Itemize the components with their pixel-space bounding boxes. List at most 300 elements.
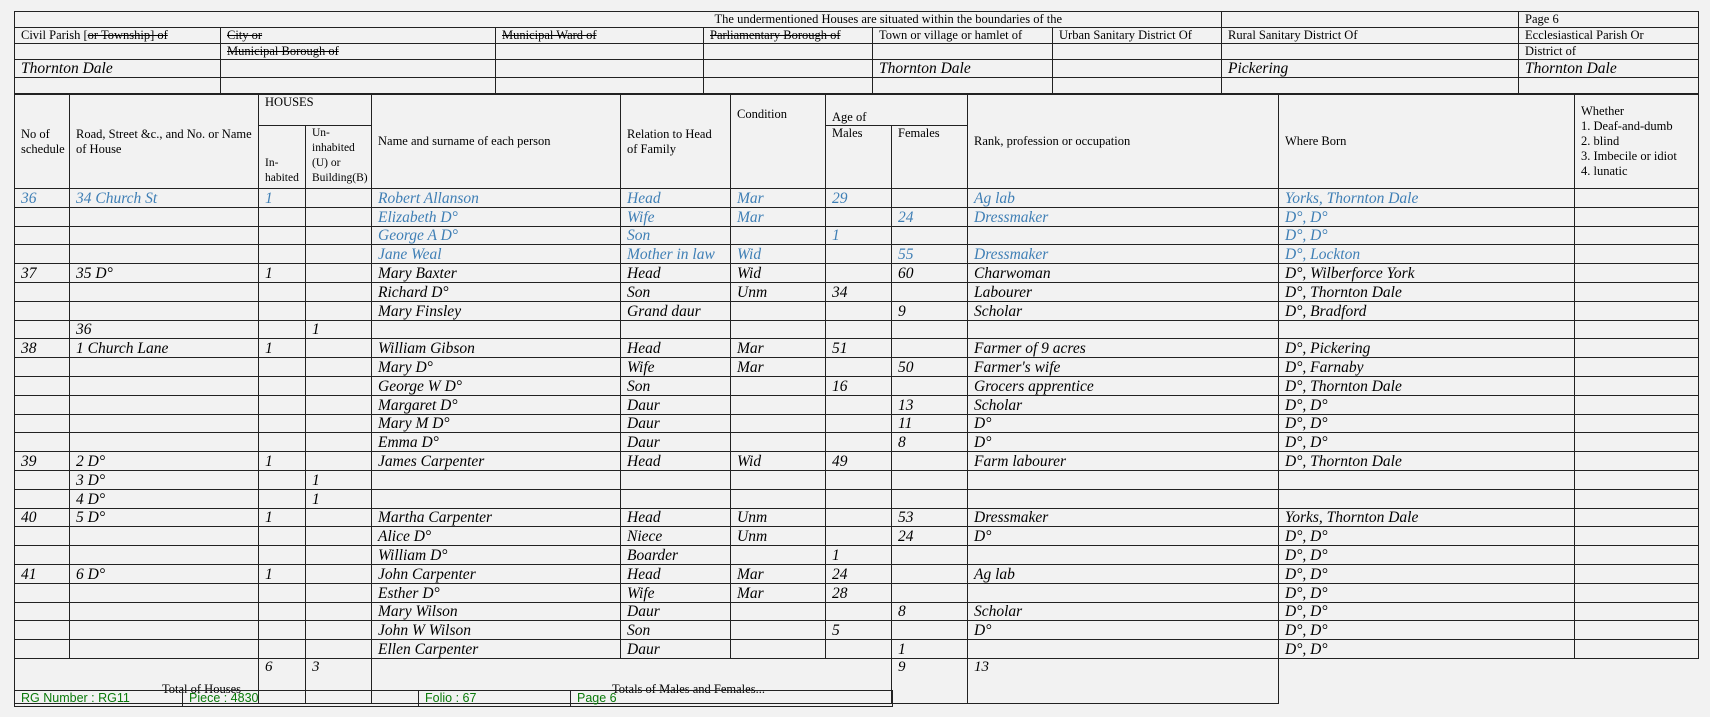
condition-cell (731, 470, 826, 489)
whether-cell (1575, 546, 1699, 565)
road-cell: 34 Church St (70, 189, 259, 208)
females-age-cell (892, 320, 968, 339)
name-cell: Mary Baxter (372, 264, 621, 283)
occupation-cell (968, 640, 1279, 659)
condition-cell: Mar (731, 207, 826, 226)
col-occupation: Rank, profession or occupation (968, 95, 1279, 189)
municipal-borough-label: Municipal Borough of (221, 44, 496, 60)
condition-cell: Unm (731, 282, 826, 301)
inhabited-cell (259, 282, 306, 301)
inhabited-cell (259, 489, 306, 508)
relation-cell: Wife (621, 583, 731, 602)
table-row (15, 527, 1699, 546)
ecclesiastical-value: Thornton Dale (1519, 60, 1699, 78)
table-row (15, 452, 1699, 471)
table-row (15, 301, 1699, 320)
road-cell: 3 D° (70, 470, 259, 489)
males-age-cell (826, 358, 892, 377)
where-born-cell: D°, Lockton (1279, 245, 1575, 264)
uninhabited-cell (306, 527, 372, 546)
ecclesiastical-label-1: Ecclesiastical Parish Or (1519, 28, 1699, 44)
uninhabited-cell (306, 189, 372, 208)
name-cell: Mary D° (372, 358, 621, 377)
table-row (15, 264, 1699, 283)
name-cell: John W Wilson (372, 621, 621, 640)
whether-cell (1575, 376, 1699, 395)
table-row (15, 583, 1699, 602)
males-age-cell (826, 414, 892, 433)
where-born-cell (1279, 489, 1575, 508)
occupation-cell: Ag lab (968, 564, 1279, 583)
road-cell: 5 D° (70, 508, 259, 527)
schedule-cell (15, 602, 70, 621)
uninhabited-cell: 1 (306, 470, 372, 489)
road-cell: 2 D° (70, 452, 259, 471)
uninhabited-cell (306, 282, 372, 301)
condition-cell: Mar (731, 339, 826, 358)
where-born-cell: D°, Thornton Dale (1279, 376, 1575, 395)
occupation-cell (968, 546, 1279, 565)
col-schedule: No of schedule (15, 95, 70, 189)
inhabited-cell (259, 640, 306, 659)
males-age-cell (826, 527, 892, 546)
uninhabited-cell (306, 395, 372, 414)
relation-cell: Son (621, 621, 731, 640)
relation-cell: Wife (621, 207, 731, 226)
col-condition: Condition (731, 95, 826, 189)
where-born-cell: D°, D° (1279, 564, 1575, 583)
uninhabited-cell (306, 583, 372, 602)
males-age-cell: 29 (826, 189, 892, 208)
where-born-cell: D°, D° (1279, 226, 1575, 245)
road-cell (70, 640, 259, 659)
schedule-cell (15, 282, 70, 301)
males-age-cell (826, 489, 892, 508)
schedule-cell (15, 245, 70, 264)
males-age-cell (826, 640, 892, 659)
where-born-cell (1279, 470, 1575, 489)
uninhabited-cell (306, 226, 372, 245)
condition-cell: Unm (731, 508, 826, 527)
schedule-cell: 39 (15, 452, 70, 471)
where-born-cell: D°, D° (1279, 527, 1575, 546)
where-born-cell: D°, Thornton Dale (1279, 452, 1575, 471)
whether-cell (1575, 358, 1699, 377)
females-age-cell (892, 376, 968, 395)
males-age-cell (826, 320, 892, 339)
reference-footer (14, 690, 893, 707)
males-age-cell (826, 602, 892, 621)
where-born-cell: Yorks, Thornton Dale (1279, 189, 1575, 208)
civil-parish-value: Thornton Dale (15, 60, 221, 78)
name-cell: Alice D° (372, 527, 621, 546)
males-age-cell (826, 264, 892, 283)
inhabited-cell (259, 527, 306, 546)
females-age-cell: 11 (892, 414, 968, 433)
males-age-cell: 1 (826, 546, 892, 565)
where-born-cell: D°, Pickering (1279, 339, 1575, 358)
uninhabited-cell (306, 339, 372, 358)
females-age-cell: 60 (892, 264, 968, 283)
inhabited-cell (259, 226, 306, 245)
where-born-cell: Yorks, Thornton Dale (1279, 508, 1575, 527)
district-header-table (14, 11, 1699, 94)
females-age-cell: 8 (892, 433, 968, 452)
table-row (15, 282, 1699, 301)
road-cell: 1 Church Lane (70, 339, 259, 358)
name-cell (372, 470, 621, 489)
where-born-cell: D°, D° (1279, 640, 1575, 659)
whether-cell (1575, 245, 1699, 264)
schedule-cell (15, 489, 70, 508)
uninhabited-cell (306, 621, 372, 640)
males-age-cell (826, 433, 892, 452)
occupation-cell: Grocers apprentice (968, 376, 1279, 395)
inhabited-cell (259, 583, 306, 602)
road-cell: 6 D° (70, 564, 259, 583)
uninhabited-cell (306, 602, 372, 621)
relation-cell: Boarder (621, 546, 731, 565)
females-age-cell (892, 489, 968, 508)
name-cell: Margaret D° (372, 395, 621, 414)
schedule-cell: 40 (15, 508, 70, 527)
relation-cell (621, 470, 731, 489)
females-age-cell (892, 583, 968, 602)
whether-cell (1575, 470, 1699, 489)
col-name: Name and surname of each person (372, 95, 621, 189)
relation-cell: Wife (621, 358, 731, 377)
occupation-cell: Farmer's wife (968, 358, 1279, 377)
condition-cell (731, 433, 826, 452)
table-row (15, 640, 1699, 659)
col-males: Males (826, 126, 892, 189)
where-born-cell: D°, Wilberforce York (1279, 264, 1575, 283)
name-cell: George W D° (372, 376, 621, 395)
name-cell: Mary Finsley (372, 301, 621, 320)
males-age-cell: 51 (826, 339, 892, 358)
schedule-cell (15, 546, 70, 565)
road-cell (70, 433, 259, 452)
col-inhabited: In- habited (259, 126, 306, 189)
females-age-cell: 53 (892, 508, 968, 527)
inhabited-cell: 1 (259, 508, 306, 527)
road-cell (70, 583, 259, 602)
occupation-cell (968, 470, 1279, 489)
inhabited-cell (259, 546, 306, 565)
road-cell (70, 527, 259, 546)
census-entries-table (14, 94, 1699, 704)
females-age-cell (892, 339, 968, 358)
inhabited-cell (259, 320, 306, 339)
relation-cell: Head (621, 564, 731, 583)
col-uninhabited: Un- inhabited (U) or Building(B) (306, 126, 372, 189)
females-age-cell: 24 (892, 527, 968, 546)
where-born-cell: D°, D° (1279, 621, 1575, 640)
inhabited-cell (259, 414, 306, 433)
whether-cell (1575, 508, 1699, 527)
whether-cell (1575, 207, 1699, 226)
schedule-cell (15, 527, 70, 546)
males-age-cell (826, 395, 892, 414)
condition-cell (731, 602, 826, 621)
condition-cell (731, 489, 826, 508)
occupation-cell: Charwoman (968, 264, 1279, 283)
condition-cell (731, 376, 826, 395)
schedule-cell (15, 433, 70, 452)
table-row (15, 376, 1699, 395)
inhabited-cell: 1 (259, 564, 306, 583)
occupation-cell: D° (968, 527, 1279, 546)
whether-cell (1575, 602, 1699, 621)
where-born-cell: D°, D° (1279, 433, 1575, 452)
relation-cell (621, 489, 731, 508)
females-age-cell (892, 546, 968, 565)
total-uninhabited: 3 (306, 658, 372, 703)
name-cell: Jane Weal (372, 245, 621, 264)
where-born-cell: D°, Bradford (1279, 301, 1575, 320)
road-cell (70, 414, 259, 433)
males-age-cell: 49 (826, 452, 892, 471)
females-age-cell: 9 (892, 301, 968, 320)
schedule-cell (15, 414, 70, 433)
name-cell (372, 320, 621, 339)
road-cell (70, 207, 259, 226)
males-age-cell: 28 (826, 583, 892, 602)
inhabited-cell (259, 395, 306, 414)
table-row (15, 602, 1699, 621)
rg-number: RG Number : RG11 (15, 691, 183, 707)
name-cell: John Carpenter (372, 564, 621, 583)
relation-cell: Daur (621, 433, 731, 452)
females-age-cell: 50 (892, 358, 968, 377)
schedule-cell (15, 207, 70, 226)
condition-cell (731, 640, 826, 659)
where-born-cell: D°, D° (1279, 414, 1575, 433)
schedule-cell (15, 301, 70, 320)
col-road: Road, Street &c., and No. or Name of House (70, 95, 259, 189)
whether-cell (1575, 264, 1699, 283)
males-age-cell (826, 207, 892, 226)
folio-number: Folio : 67 (419, 691, 571, 707)
relation-cell: Head (621, 339, 731, 358)
males-age-cell: 1 (826, 226, 892, 245)
whether-cell (1575, 320, 1699, 339)
table-row (15, 226, 1699, 245)
relation-cell: Niece (621, 527, 731, 546)
inhabited-cell: 1 (259, 452, 306, 471)
relation-cell: Head (621, 508, 731, 527)
relation-cell: Daur (621, 414, 731, 433)
schedule-cell: 37 (15, 264, 70, 283)
table-row (15, 245, 1699, 264)
uninhabited-cell (306, 207, 372, 226)
uninhabited-cell (306, 452, 372, 471)
relation-cell: Son (621, 376, 731, 395)
table-row (15, 433, 1699, 452)
table-row (15, 564, 1699, 583)
road-cell (70, 301, 259, 320)
piece-number: Piece : 4830 (183, 691, 419, 707)
town-village-label: Town or village or hamlet of (873, 28, 1053, 44)
road-cell (70, 376, 259, 395)
relation-cell: Grand daur (621, 301, 731, 320)
occupation-cell: Scholar (968, 602, 1279, 621)
condition-cell (731, 226, 826, 245)
table-row (15, 508, 1699, 527)
name-cell: Elizabeth D° (372, 207, 621, 226)
uninhabited-cell (306, 564, 372, 583)
occupation-cell: D° (968, 414, 1279, 433)
where-born-cell: D°, D° (1279, 207, 1575, 226)
whether-cell (1575, 583, 1699, 602)
males-age-cell (826, 508, 892, 527)
inhabited-cell (259, 301, 306, 320)
males-age-cell: 34 (826, 282, 892, 301)
table-row (15, 621, 1699, 640)
condition-cell (731, 395, 826, 414)
females-age-cell (892, 564, 968, 583)
inhabited-cell (259, 602, 306, 621)
occupation-cell: Scholar (968, 395, 1279, 414)
inhabited-cell: 1 (259, 339, 306, 358)
occupation-cell: Dressmaker (968, 245, 1279, 264)
uninhabited-cell: 1 (306, 489, 372, 508)
schedule-cell (15, 583, 70, 602)
col-houses: HOUSES (259, 95, 372, 126)
rural-sanitary-value: Pickering (1222, 60, 1519, 78)
whether-cell (1575, 621, 1699, 640)
banner-text: The undermentioned Houses are situated within the boundaries of the (15, 12, 1222, 28)
road-cell: 4 D° (70, 489, 259, 508)
condition-cell: Mar (731, 358, 826, 377)
relation-cell (621, 320, 731, 339)
whether-cell (1575, 527, 1699, 546)
urban-sanitary-label: Urban Sanitary District Of (1053, 28, 1222, 44)
road-cell: 36 (70, 320, 259, 339)
name-cell: William Gibson (372, 339, 621, 358)
uninhabited-cell (306, 264, 372, 283)
condition-cell (731, 320, 826, 339)
whether-cell (1575, 189, 1699, 208)
road-cell (70, 621, 259, 640)
uninhabited-cell (306, 433, 372, 452)
name-cell: Richard D° (372, 282, 621, 301)
inhabited-cell (259, 207, 306, 226)
schedule-cell: 41 (15, 564, 70, 583)
whether-cell (1575, 301, 1699, 320)
occupation-cell: Ag lab (968, 189, 1279, 208)
relation-cell: Daur (621, 395, 731, 414)
name-cell: Esther D° (372, 583, 621, 602)
rural-sanitary-label: Rural Sanitary District Of (1222, 28, 1519, 44)
table-row (15, 320, 1699, 339)
name-cell: Ellen Carpenter (372, 640, 621, 659)
col-whether: Whether 1. Deaf-and-dumb 2. blind 3. Imbecile or idiot 4. lunatic (1575, 95, 1699, 189)
condition-cell: Wid (731, 264, 826, 283)
banner-blank (1222, 12, 1519, 28)
whether-cell (1575, 226, 1699, 245)
road-cell (70, 358, 259, 377)
schedule-cell (15, 621, 70, 640)
uninhabited-cell (306, 358, 372, 377)
inhabited-cell: 1 (259, 264, 306, 283)
road-cell (70, 282, 259, 301)
condition-cell: Mar (731, 583, 826, 602)
relation-cell: Head (621, 452, 731, 471)
condition-cell (731, 301, 826, 320)
condition-cell: Wid (731, 245, 826, 264)
name-cell: Mary M D° (372, 414, 621, 433)
table-row (15, 546, 1699, 565)
table-row (15, 395, 1699, 414)
road-cell (70, 602, 259, 621)
occupation-cell: D° (968, 621, 1279, 640)
total-houses-label: Total of Houses (15, 658, 259, 703)
schedule-cell (15, 395, 70, 414)
whether-cell (1575, 395, 1699, 414)
name-cell: James Carpenter (372, 452, 621, 471)
uninhabited-cell: 1 (306, 320, 372, 339)
males-age-cell: 5 (826, 621, 892, 640)
females-age-cell (892, 282, 968, 301)
where-born-cell: D°, D° (1279, 602, 1575, 621)
schedule-cell (15, 320, 70, 339)
uninhabited-cell (306, 414, 372, 433)
relation-cell: Daur (621, 602, 731, 621)
name-cell: Martha Carpenter (372, 508, 621, 527)
whether-cell (1575, 452, 1699, 471)
uninhabited-cell (306, 376, 372, 395)
whether-cell (1575, 489, 1699, 508)
where-born-cell: D°, D° (1279, 583, 1575, 602)
whether-cell (1575, 564, 1699, 583)
page-number: Page 6 (571, 691, 893, 707)
occupation-cell: Scholar (968, 301, 1279, 320)
relation-cell: Head (621, 264, 731, 283)
females-age-cell (892, 452, 968, 471)
where-born-cell (1279, 320, 1575, 339)
condition-cell (731, 621, 826, 640)
col-age-of: Age of (826, 95, 968, 126)
relation-cell: Daur (621, 640, 731, 659)
condition-cell: Mar (731, 564, 826, 583)
where-born-cell: D°, Thornton Dale (1279, 282, 1575, 301)
relation-cell: Head (621, 189, 731, 208)
road-cell (70, 395, 259, 414)
males-age-cell: 16 (826, 376, 892, 395)
name-cell: George A D° (372, 226, 621, 245)
parliamentary-borough-label: Parliamentary Borough of (704, 28, 873, 44)
females-age-cell: 8 (892, 602, 968, 621)
females-age-cell: 13 (892, 395, 968, 414)
males-age-cell: 24 (826, 564, 892, 583)
occupation-cell: Farmer of 9 acres (968, 339, 1279, 358)
schedule-cell (15, 376, 70, 395)
road-cell (70, 546, 259, 565)
civil-parish-label: Civil Parish [or Township] of (15, 28, 221, 44)
occupation-cell (968, 320, 1279, 339)
col-relation: Relation to Head of Family (621, 95, 731, 189)
col-females: Females (892, 126, 968, 189)
ecclesiastical-label-2: District of (1519, 44, 1699, 60)
table-row (15, 470, 1699, 489)
males-age-cell (826, 245, 892, 264)
occupation-cell: D° (968, 433, 1279, 452)
page-label: Page 6 (1519, 12, 1699, 28)
inhabited-cell (259, 433, 306, 452)
uninhabited-cell (306, 508, 372, 527)
occupation-cell: Labourer (968, 282, 1279, 301)
